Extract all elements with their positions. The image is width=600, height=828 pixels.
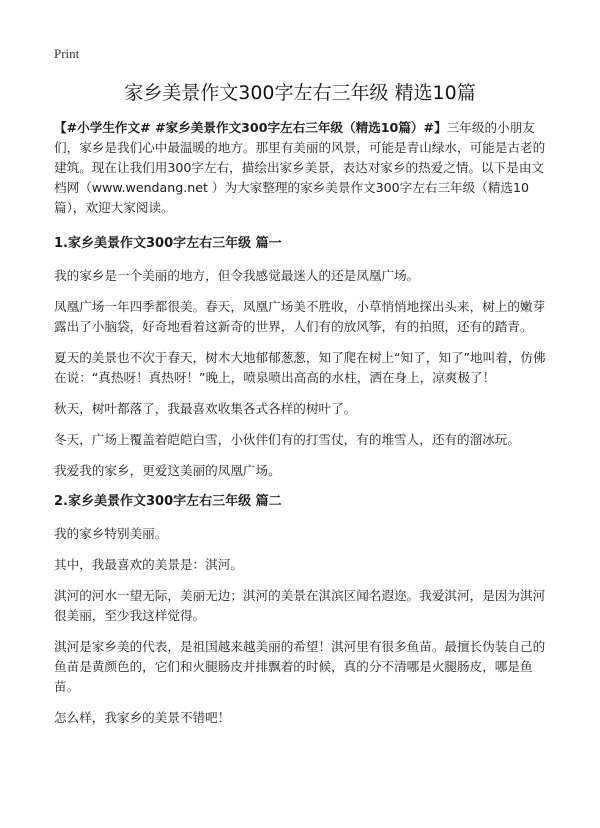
paragraph: 淇河是家乡美的代表，是祖国越来越美丽的希望！淇河里有很多鱼苗。最擅长伪装自己的鱼苗是黄颜色的，它们和火腿肠皮并排飘着的时候，真的分不清哪是火腿肠皮，哪是鱼苗。 [54,639,546,694]
paragraph: 我的家乡特别美丽。 [54,526,168,541]
intro-paragraph [54,118,550,218]
intro-text: 三年级的小朋友们，家乡是我们心中最温暖的地方。那里有美丽的风景，可能是青山绿水，可能是古老的建筑。现在让我们用300字左右，描绘出家乡美景，表达对家乡的热爱之情。以下是由文档网（www.wendang.net ）为大家整理的家乡美景作文300字左右三年级（精选10篇），欢迎大家阅读。 [54,120,546,215]
paragraph: 凤凰广场一年四季都很美。春天，凤凰广场美不胜收，小草悄悄地探出头来，树上的嫩芽露出了小脑袋，好奇地看着这新奇的世界，人们有的放风筝，有的拍照，还有的踏青。 [54,299,546,334]
paragraph: 冬天，广场上覆盖着皑皑白雪，小伙伴们有的打雪仗，有的堆雪人，还有的溜冰玩。 [54,432,520,447]
paragraph: 淇河的河水一望无际，美丽无边；淇河的美景在淇滨区闻名遐迩。我爱淇河，是因为淇河很美丽，至少我这样觉得。 [54,588,546,623]
section-heading-1: 1.家乡美景作文300字左右三年级 篇一 [54,236,282,251]
print-label: Print [54,46,80,61]
paragraph: 我的家乡是一个美丽的地方，但令我感觉最迷人的还是凤凰广场。 [54,268,420,283]
section-heading-2: 2.家乡美景作文300字左右三年级 篇二 [54,494,282,509]
page-title: 家乡美景作文300字左右三年级 精选10篇 [124,82,476,104]
article-body [54,118,550,739]
paragraph: 我爱我的家乡，更爱这美丽的凤凰广场。 [54,463,281,478]
paragraph: 其中，我最喜欢的美景是：淇河。 [54,557,243,572]
intro-tags: 【#小学生作文# #家乡美景作文300字左右三年级（精选10篇）#】 [54,120,447,135]
paragraph: 怎么样，我家乡的美景不错吧！ [54,710,231,725]
paragraph: 秋天，树叶都落了，我最喜欢收集各式各样的树叶了。 [54,401,357,416]
paragraph: 夏天的美景也不次于春天，树木大地郁郁葱葱，知了爬在树上“知了，知了”地叫着，仿佛在说：“真热呀！真热呀！”晚上，喷泉喷出高高的水柱，洒在身上，凉爽极了！ [54,350,546,385]
